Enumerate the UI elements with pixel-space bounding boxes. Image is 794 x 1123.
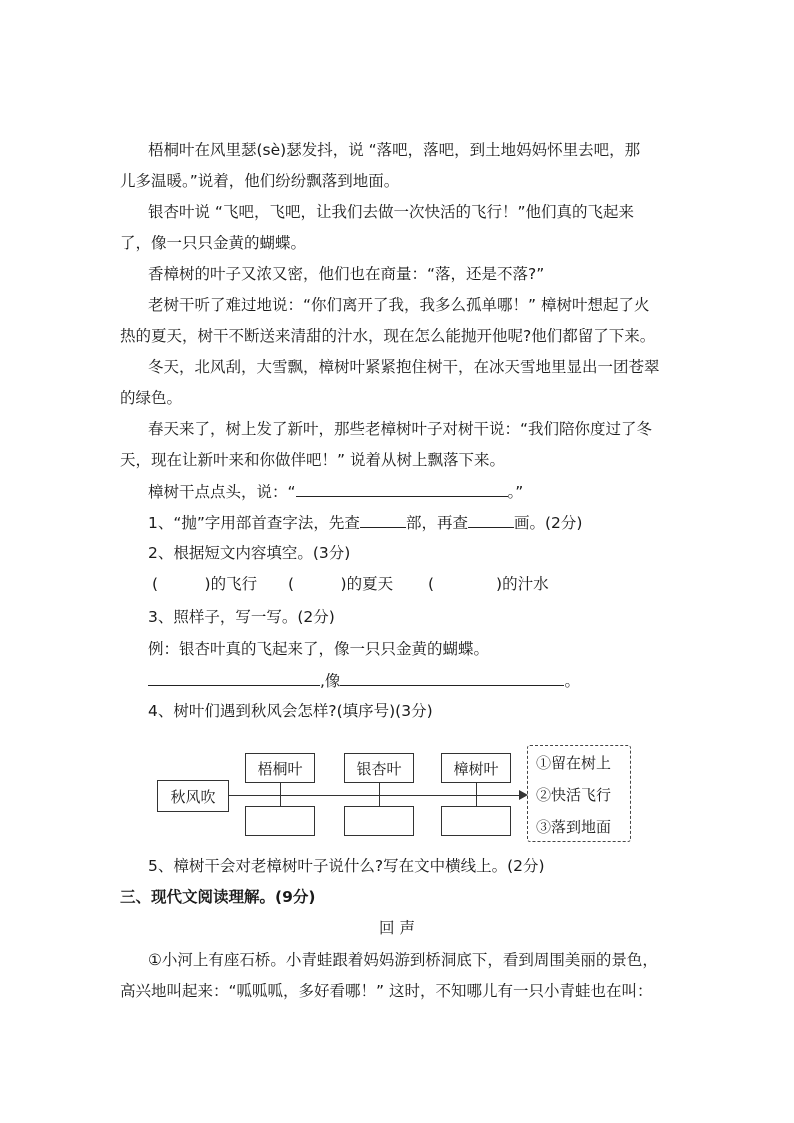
answer-blank-q1-strokes[interactable]	[468, 512, 514, 528]
diagram-arrow-line	[229, 795, 521, 796]
section-3-heading: 三、现代文阅读理解。(9分)	[120, 888, 316, 906]
diagram-options-box	[527, 745, 631, 842]
diagram-start-label: 秋风吹	[170, 787, 216, 806]
diagram-start-box	[157, 780, 229, 812]
diagram-leaf-label-2: 银杏叶	[356, 759, 402, 778]
passage-p4-line2: 热的夏天，树干不断送来清甜的汁水，现在怎么能抛开他呢?他们都留了下来。	[120, 327, 656, 345]
question-5: 5、樟树干会对老樟树叶子说什么?写在文中横线上。(2分)	[148, 857, 545, 875]
answer-blank-q1-radical[interactable]	[360, 512, 406, 528]
question-2-blank-2[interactable]: ( )的夏天	[288, 575, 394, 593]
section-3-p1-line2: 高兴地叫起来：“呱呱呱，多好看哪！” 这时，不知哪儿有一只小青蛙也在叫：	[120, 982, 653, 1000]
passage-p7-start: 樟树干点点头，说：“	[148, 483, 296, 501]
diagram-leaf-label-3: 樟树叶	[453, 759, 499, 778]
diagram-leaf-box-2	[344, 753, 414, 783]
passage-p7-end: 。”	[507, 483, 524, 501]
question-4: 4、树叶们遇到秋风会怎样?(填序号)(3分)	[148, 702, 433, 720]
answer-box-leaf-1[interactable]	[245, 806, 315, 836]
diagram-leaf-label-1: 梧桐叶	[257, 759, 303, 778]
passage-p5-line1: 冬天，北风刮，大雪飘，樟树叶紧紧抱住树干，在冰天雪地里显出一团苍翠	[148, 358, 660, 376]
passage-p1-line1: 梧桐叶在风里瑟(sè)瑟发抖，说 “落吧，落吧，到土地妈妈怀里去吧，那	[148, 141, 641, 159]
passage-p1-line2: 儿多温暖。”说着，他们纷纷飘落到地面。	[120, 172, 400, 190]
diagram-leaf-box-3	[441, 753, 511, 783]
question-3: 3、照样子，写一写。(2分)	[148, 608, 335, 626]
question-3-answer-line	[148, 670, 580, 691]
diagram-option-3: ③落到地面	[536, 818, 612, 836]
question-2-blank-3[interactable]: ( )的汁水	[428, 575, 549, 593]
passage-p6-line2: 天，现在让新叶来和你做伴吧！” 说着从树上飘落下来。	[120, 451, 505, 469]
question-1-text-b: 部，再查	[405, 514, 468, 532]
question-3-mid: ,像	[320, 672, 341, 690]
section-3-p1-line1: ①小河上有座石桥。小青蛙跟着妈妈游到桥洞底下，看到周围美丽的景色，	[148, 951, 658, 969]
diagram-leaf-box-1	[245, 753, 315, 783]
passage-p4-line1: 老树干听了难过地说：“你们离开了我，我多么孤单哪！” 樟树叶想起了火	[148, 296, 650, 314]
passage-p7	[148, 481, 523, 502]
answer-blank-q3-a[interactable]	[148, 670, 320, 686]
question-2-blank-1[interactable]: ( )的飞行	[152, 575, 258, 593]
passage-p6-line1: 春天来了，树上发了新叶，那些老樟树叶子对树干说：“我们陪你度过了冬	[148, 420, 653, 438]
diagram-option-1: ①留在树上	[536, 754, 612, 772]
answer-box-leaf-2[interactable]	[344, 806, 414, 836]
passage-p5-line2: 的绿色。	[120, 389, 183, 407]
question-1-text-c: 画。(2分)	[513, 514, 583, 532]
section-3-title: 回 声	[379, 919, 415, 937]
question-3-end: 。	[564, 672, 580, 690]
diagram-option-2: ②快活飞行	[536, 786, 612, 804]
diagram-connector-2	[379, 783, 380, 806]
passage-p3-line1: 香樟树的叶子又浓又密，他们也在商量：“落，还是不落?”	[148, 265, 545, 283]
answer-blank-q3-b[interactable]	[340, 670, 564, 686]
answer-box-leaf-3[interactable]	[441, 806, 511, 836]
question-2: 2、根据短文内容填空。(3分)	[148, 544, 351, 562]
passage-p2-line1: 银杏叶说 “飞吧，飞吧，让我们去做一次快活的飞行！”他们真的飞起来	[148, 203, 634, 221]
question-3-example: 例：银杏叶真的飞起来了，像一只只金黄的蝴蝶。	[148, 640, 490, 658]
diagram-connector-1	[280, 783, 281, 806]
diagram-connector-3	[476, 783, 477, 806]
question-1	[148, 512, 582, 533]
question-1-text-a: 1、“抛”字用部首查字法，先查	[148, 514, 360, 532]
answer-blank-q5[interactable]	[296, 481, 508, 497]
passage-p2-line2: 了，像一只只金黄的蝴蝶。	[120, 234, 307, 252]
